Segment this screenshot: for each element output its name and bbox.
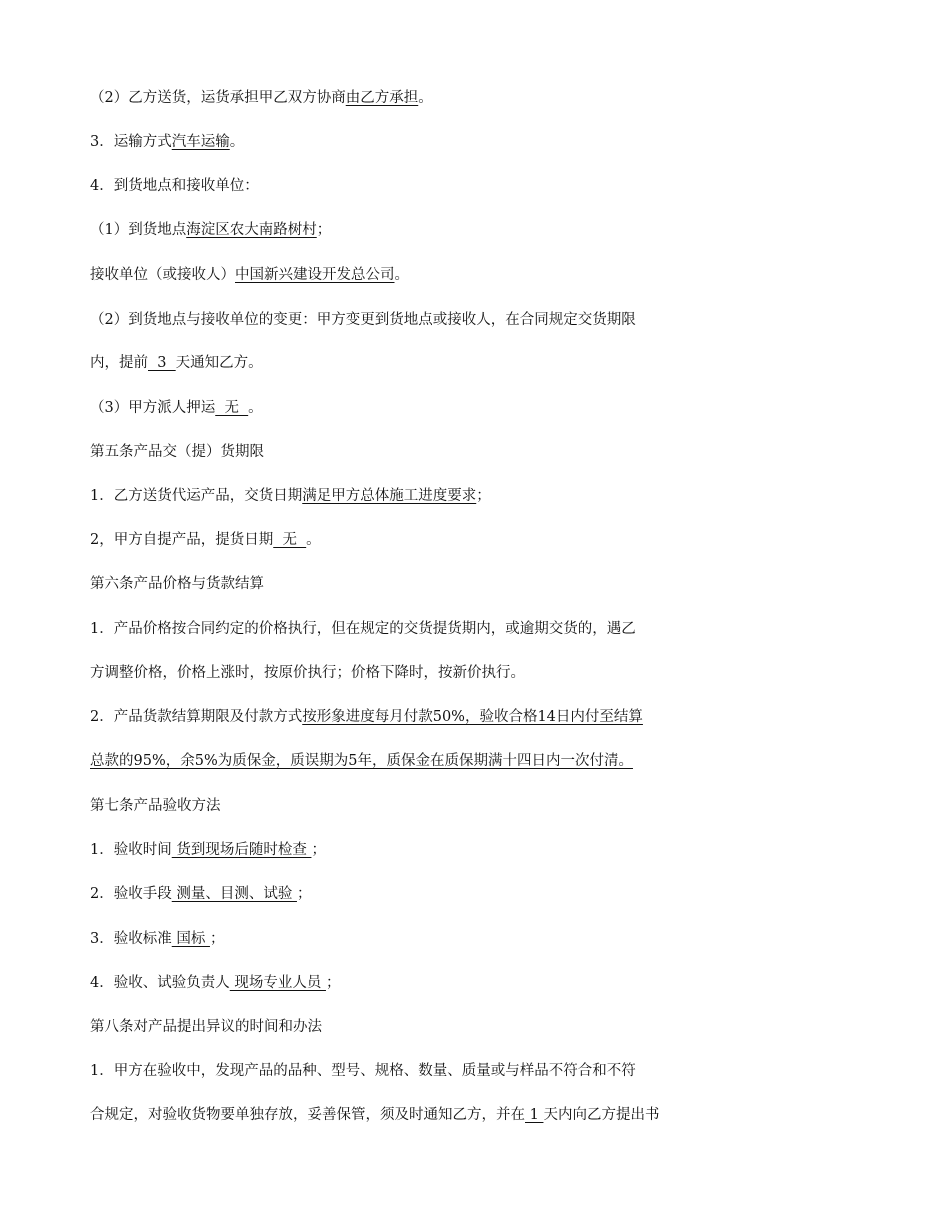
text-line: 总款的95%，余5%为质保金，质误期为5年，质保金在质保期满十四日内一次付清。 bbox=[90, 753, 633, 769]
text-line: 1．甲方在验收中，发现产品的品种、型号、规格、数量、质量或与样品不符合和不符 bbox=[90, 1063, 636, 1079]
section-heading: 第五条产品交（提）货期限 bbox=[90, 444, 264, 460]
text-line: 2．验收手段 测量、目测、试验 ； bbox=[90, 886, 312, 902]
section-heading: 第六条产品价格与货款结算 bbox=[90, 576, 264, 592]
text-line: （3）甲方派人押运 无 。 bbox=[90, 400, 263, 416]
text-line: 方调整价格，价格上涨时，按原价执行；价格下降时，按新价执行。 bbox=[90, 665, 525, 681]
text-line: （1）到货地点海淀区农大南路树村； bbox=[90, 222, 332, 238]
text-line: 4．验收、试验负责人 现场专业人员 ； bbox=[90, 975, 341, 991]
text-line: （2）乙方送货，运货承担甲乙双方协商由乙方承担。 bbox=[90, 90, 433, 106]
section-heading: 第八条对产品提出异议的时间和办法 bbox=[90, 1019, 322, 1035]
text-line: 内，提前 3 天通知乙方。 bbox=[90, 355, 263, 371]
text-line: 4．到货地点和接收单位： bbox=[90, 178, 259, 194]
text-line: 3．验收标准 国标 ； bbox=[90, 931, 225, 947]
text-line: （2）到货地点与接收单位的变更：甲方变更到货地点或接收人，在合同规定交货期限 bbox=[90, 312, 636, 328]
text-line: 3．运输方式汽车运输。 bbox=[90, 134, 245, 150]
text-line: 合规定，对验收货物要单独存放，妥善保管，须及时通知乙方，并在 1 天内向乙方提出书 bbox=[90, 1107, 660, 1123]
text-line: 1．验收时间 货到现场后随时检查 ； bbox=[90, 842, 326, 858]
section-heading: 第七条产品验收方法 bbox=[90, 798, 221, 814]
text-line: 1．乙方送货代运产品，交货日期满足甲方总体施工进度要求； bbox=[90, 488, 491, 504]
text-line: 2，甲方自提产品，提货日期 无 。 bbox=[90, 532, 321, 548]
text-line: 1．产品价格按合同约定的价格执行，但在规定的交货提货期内，或逾期交货的，遇乙 bbox=[90, 621, 636, 637]
text-line: 2．产品货款结算期限及付款方式按形象进度每月付款50%，验收合格14日内付至结算 bbox=[90, 709, 643, 725]
text-line: 接收单位（或接收人）中国新兴建设开发总公司。 bbox=[90, 267, 409, 283]
